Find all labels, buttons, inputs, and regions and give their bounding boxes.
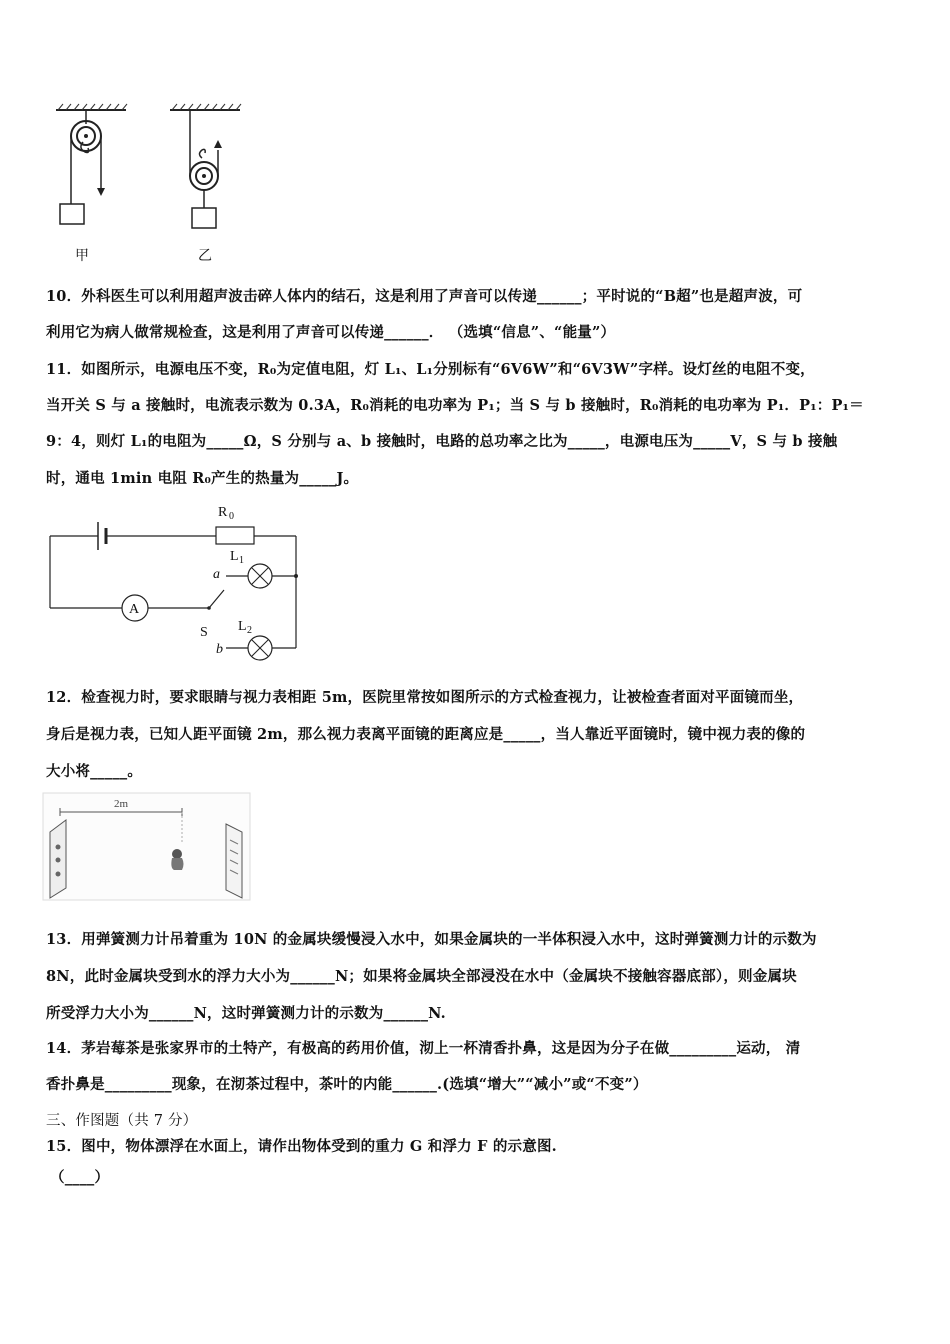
q11-line-4: 时，通电 1min 电阻 R₀产生的热量为_____J。 xyxy=(46,470,359,487)
q13-line-2: 8N，此时金属块受到水的浮力大小为______N；如果将金属块全部浸没在水中（金属块不接触容器底部），则金属块 xyxy=(46,968,797,985)
r0-label: R xyxy=(218,505,228,520)
r0-sub: 0 xyxy=(229,511,234,522)
l2-sub: 2 xyxy=(247,625,252,636)
q14-line-2: 香扑鼻是_________现象，在沏茶过程中，茶叶的内能______.(选填“增大”“减小”或“不变”） xyxy=(46,1076,648,1093)
contact-b-label: b xyxy=(216,642,223,657)
q13-line-1: 13．用弹簧测力计吊着重为 10N 的金属块缓慢浸入水中，如果金属块的一半体积浸入水中，这时弹簧测力计的示数为 xyxy=(46,931,817,948)
l1-label: L xyxy=(230,549,239,564)
mirror-figure xyxy=(42,792,252,902)
q11-line-3: 9：4，则灯 L₁的电阻为_____Ω，S 分别与 a、b 接触时，电路的总功率之比为_____，电源电压为_____V，S 与 b 接触 xyxy=(46,433,838,450)
q10-line-1: 10．外科医生可以利用超声波击碎人体内的结石，这是利用了声音可以传递______；平时说的“B超”也是超声波，可 xyxy=(46,288,803,305)
q15-line-1: 15．图中，物体漂浮在水面上，请作出物体受到的重力 G 和浮力 F 的示意图. xyxy=(46,1138,557,1155)
l2-label: L xyxy=(238,619,247,634)
ammeter-label: A xyxy=(129,602,140,617)
pulley-label-left: 甲 xyxy=(75,249,89,264)
q10-line-2: 利用它为病人做常规检查，这是利用了声音可以传递______． （选填“信息”、“能量”） xyxy=(46,324,616,341)
contact-a-label: a xyxy=(213,567,220,582)
q15-answer: （____） xyxy=(50,1169,110,1186)
l1-sub: 1 xyxy=(239,555,244,566)
pulley-label-right: 乙 xyxy=(198,249,212,264)
q11-line-2: 当开关 S 与 a 接触时，电流表示数为 0.3A，R₀消耗的电功率为 P₁；当 S 与 b 接触时，R₀消耗的电功率为 P₁．P₁：P₁＝ xyxy=(46,397,864,414)
section-title: 三、作图题（共 7 分） xyxy=(46,1113,198,1129)
q11-line-1: 11．如图所示，电源电压不变，R₀为定值电阻，灯 L₁、L₁分别标有“6V6W”和“6V3W”字样。设灯丝的电阻不变， xyxy=(46,361,815,378)
q12-line-1: 12．检查视力时，要求眼睛与视力表相距 5m，医院里常按如图所示的方式检查视力，让被检查者面对平面镜而坐， xyxy=(46,689,804,706)
pulley-figure xyxy=(50,100,260,270)
distance-label: 2m xyxy=(114,798,129,810)
circuit-figure xyxy=(40,498,310,668)
switch-label: S xyxy=(200,625,208,640)
q13-line-3: 所受浮力大小为______N，这时弹簧测力计的示数为______N. xyxy=(46,1005,446,1022)
q14-line-1: 14．茅岩莓茶是张家界市的土特产，有极高的药用价值，沏上一杯清香扑鼻，这是因为分子在做_________运动， 清 xyxy=(46,1040,801,1057)
q12-line-3: 大小将_____。 xyxy=(46,763,143,780)
q12-line-2: 身后是视力表，已知人距平面镜 2m，那么视力表离平面镜的距离应是_____，当人靠近平面镜时，镜中视力表的像的 xyxy=(46,726,806,743)
